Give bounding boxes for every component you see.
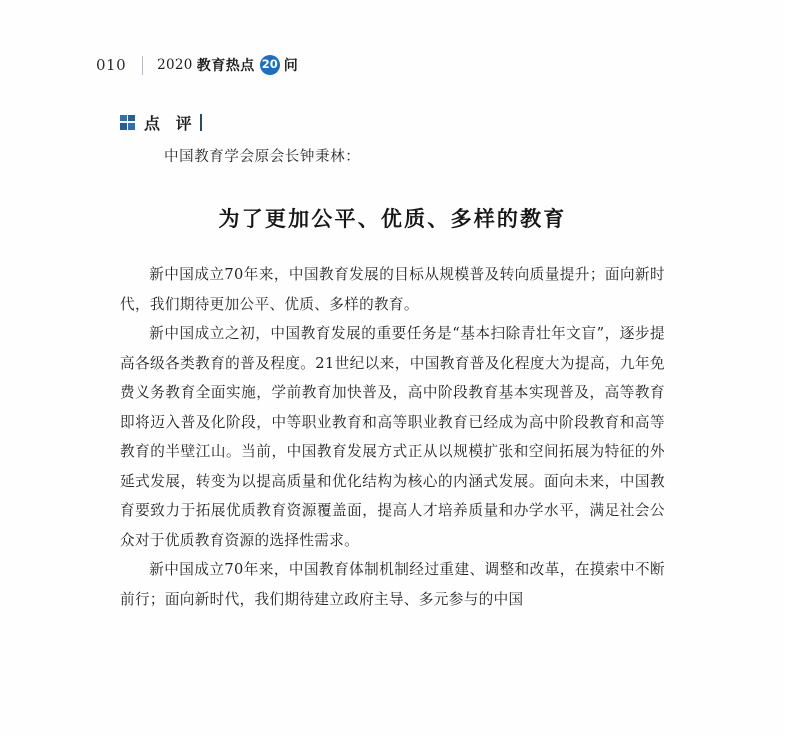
paragraph: 新中国成立之初，中国教育发展的重要任务是“基本扫除青壮年文盲”，逐步提高各级各类教育的普及程度。21世纪以来，中国教育普及化程度大为提高，九年免费义务教育全面实施，学前教育加快普及，高中阶段教育基本实现普及，高等教育即将迈入普及化阶段，中等职业教育和高等职业教育已经成为高中阶段教育和高等教育的半壁江山。当前，中国教育发展方式正从以规模扩张和空间拓展为特征的外延式发展，转变为以提高质量和优化结构为核心的内涵式发展。面向未来，中国教育要致力于拓展优质教育资源覆盖面，提高人才培养质量和办学水平，满足社会公众对于优质教育资源的选择性需求。 bbox=[120, 325, 665, 549]
paragraph: 新中国成立70年来，中国教育发展的目标从规模普及转向质量提升；面向新时代，我们期待更加公平、优质、多样的教育。 bbox=[120, 266, 665, 313]
paragraph: 新中国成立70年来，中国教育体制机制经过重建、调整和改革，在摸索中不断前行；面向新时代，我们期待建立政府主导、多元参与的中国 bbox=[120, 561, 665, 608]
grid-cell-3 bbox=[120, 123, 127, 130]
page-number: 010 bbox=[96, 56, 127, 74]
article-body bbox=[120, 260, 665, 614]
grid-cell-2 bbox=[128, 115, 135, 122]
grid-cell-1 bbox=[120, 115, 127, 122]
section-heading-bar bbox=[200, 114, 202, 131]
header-divider bbox=[142, 56, 143, 75]
section-heading-label: 点 评 bbox=[144, 113, 197, 133]
section-heading bbox=[120, 110, 202, 134]
badge-count: 20 bbox=[260, 55, 280, 75]
book-title bbox=[157, 55, 298, 75]
article-title: 为了更加公平、优质、多样的教育 bbox=[218, 206, 567, 231]
grid-cell-4 bbox=[128, 123, 135, 130]
book-title-suffix: 问 bbox=[283, 58, 298, 74]
book-title-year: 2020 bbox=[157, 57, 193, 73]
attribution-line: 中国教育学会原会长钟秉林： bbox=[164, 149, 361, 165]
grid-2x2-icon bbox=[120, 115, 135, 130]
running-header bbox=[96, 52, 298, 78]
book-title-text: 教育热点 bbox=[196, 58, 255, 74]
